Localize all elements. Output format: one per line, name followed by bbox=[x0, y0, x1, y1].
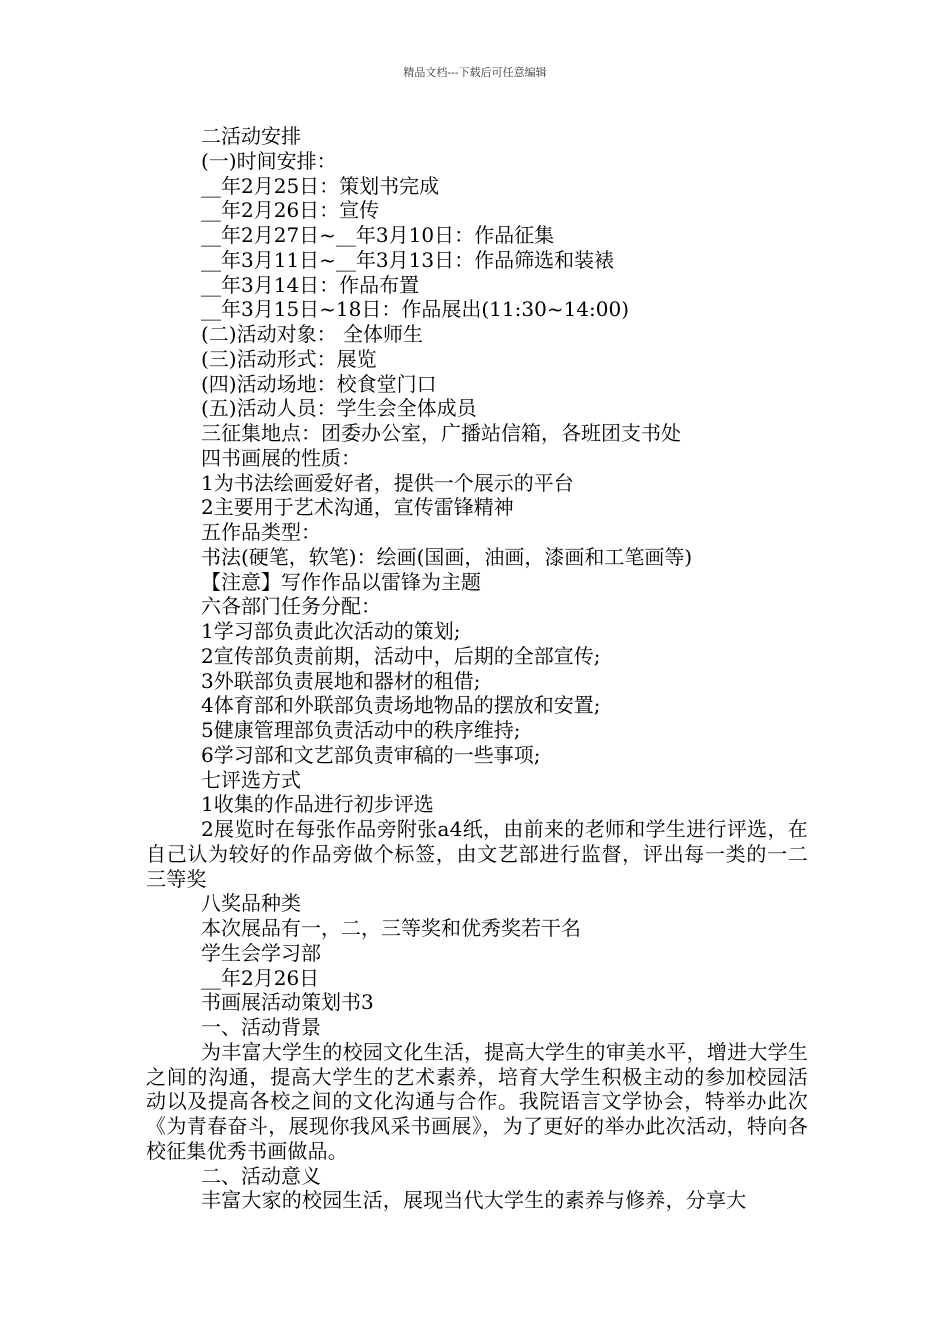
text-line: 1学习部负责此次活动的策划; bbox=[201, 619, 461, 643]
text-line: (五)活动人员：学生会全体成员 bbox=[201, 396, 477, 421]
text-line: 三征集地点：团委办公室，广播站信箱，各班团支书处 bbox=[201, 421, 681, 445]
text-line: 学生会学习部 bbox=[201, 940, 321, 965]
text-line: __年3月11日~__年3月13日：作品筛选和装裱 bbox=[201, 247, 615, 272]
text-line: 一、活动背景 bbox=[201, 1015, 321, 1039]
text-line: 二、活动意义 bbox=[201, 1163, 321, 1188]
text-line: 【注意】写作作品以雷锋为主题 bbox=[201, 569, 481, 594]
text-line: 1收集的作品进行初步评选 bbox=[201, 792, 434, 817]
text-line: 七评选方式 bbox=[201, 767, 301, 792]
text-line: __年2月27日~__年3月10日：作品征集 bbox=[201, 223, 555, 247]
text-line: __年3月14日：作品布置 bbox=[201, 272, 420, 297]
text-line: __年2月26日 bbox=[201, 965, 320, 990]
text-line: 本次展品有一，二，三等奖和优秀奖若干名 bbox=[201, 916, 581, 940]
text-line: 2主要用于艺术沟通，宣传雷锋精神 bbox=[201, 495, 514, 520]
text-line: (三)活动形式：展览 bbox=[201, 346, 377, 371]
text-line: 四书画展的性质： bbox=[201, 445, 361, 470]
text-line: 书法(硬笔，软笔)：绘画(国画，油画，漆画和工笔画等) bbox=[201, 544, 693, 569]
text-line: 4体育部和外联部负责场地物品的摆放和安置; bbox=[201, 693, 601, 718]
text-line: 书画展活动策划书3 bbox=[201, 990, 374, 1015]
text-line: 八奖品种类 bbox=[201, 891, 301, 916]
text-line: __年3月15日~18日：作品展出(11:30~14:00) bbox=[201, 297, 630, 322]
page-header: 精品文档---下载后可任意编辑 bbox=[403, 66, 547, 79]
document-body bbox=[146, 124, 808, 1213]
text-line: __年2月26日：宣传 bbox=[201, 198, 380, 223]
text-line: (二)活动对象： 全体师生 bbox=[201, 322, 423, 346]
text-line: 3外联部负责展地和器材的租借; bbox=[201, 668, 481, 693]
text-line: (四)活动场地：校食堂门口 bbox=[201, 371, 437, 396]
text-line: (一)时间安排： bbox=[201, 148, 337, 173]
text-line: 二活动安排 bbox=[201, 124, 301, 148]
text-line: 6学习部和文艺部负责审稿的一些事项; bbox=[201, 742, 541, 767]
paragraph-significance: 丰富大家的校园生活，展现当代大学生的素养与修养，分享大 bbox=[201, 1188, 747, 1213]
text-line: 五作品类型： bbox=[201, 520, 321, 544]
paragraph-evaluation: 2展览时在每张作品旁附张a4纸，由前来的老师和学生进行评选，在自己认为较好的作品旁做个标签，由文艺部进行监督，评出每一类的一二三等奖 bbox=[146, 817, 808, 891]
text-line: 5健康管理部负责活动中的秩序维持; bbox=[201, 718, 521, 742]
paragraph-background: 为丰富大学生的校园文化生活，提高大学生的审美水平，增进大学生之间的沟通，提高大学生的艺术素养，培育大学生积极主动的参加校园活动以及提高各校之间的文化沟通与合作。我院语言文学协会，特举办此次《为青春奋斗，展现你我风采书画展》，为了更好的举办此次活动，特向各校征集优秀书画做品。 bbox=[146, 1039, 808, 1163]
text-line: 2宣传部负责前期，活动中，后期的全部宣传; bbox=[201, 643, 601, 668]
text-line: 1为书法绘画爱好者，提供一个展示的平台 bbox=[201, 470, 574, 495]
text-line: __年2月25日：策划书完成 bbox=[201, 173, 440, 198]
text-line: 六各部门任务分配： bbox=[201, 594, 381, 619]
